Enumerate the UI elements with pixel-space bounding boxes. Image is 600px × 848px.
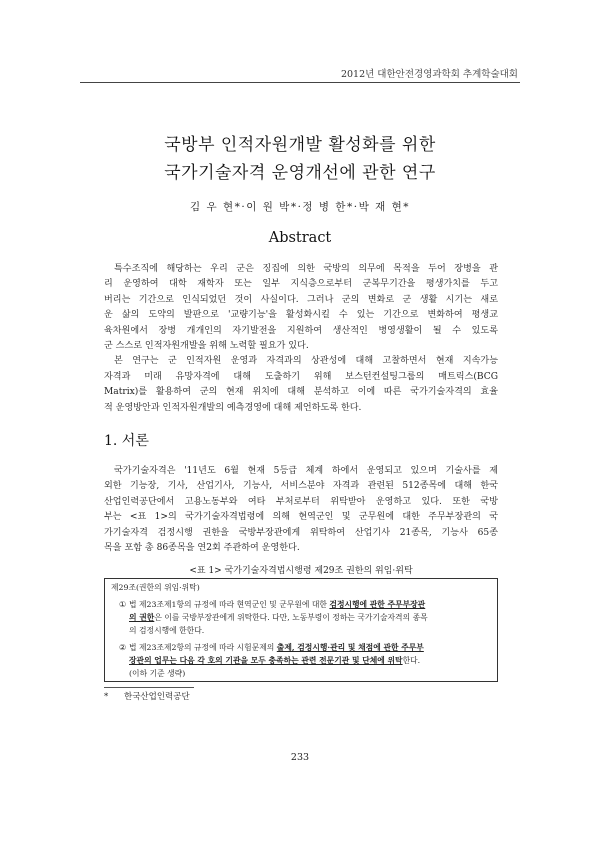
header-rule [80, 82, 520, 83]
law-item-1-line-1 [119, 599, 491, 611]
abstract-heading: Abstract [268, 230, 332, 246]
abstract-p1-line: 운 삶의 도약의 발판으로 '교량기능'을 활성화시킬 수 있는 기간으로 변화하여 평생교 [104, 310, 498, 320]
law-text-emphasis: 장관의 업무는 다음 각 호의 기관을 모두 충족하는 관련 전문기관 및 단체에 위탁 [129, 656, 403, 665]
law-item-1-line-3: 의 검정시행에 한한다. [129, 626, 205, 635]
footnote [104, 690, 190, 702]
abstract-p2-line: Matrix)를 활용하여 군의 현재 위치에 대해 분석하고 이에 따른 국가기술자격의 효율 [104, 387, 498, 397]
law-text-emphasis: 의 권한 [129, 613, 155, 622]
abstract-p1-line: 육차원에서 장병 개개인의 자기발전을 지원하여 생산적인 병영생활이 될 수 있도록 [104, 326, 498, 336]
abstract-p2-line: 본 연구는 군 인적자원 운영과 자격과의 상관성에 대해 고찰하면서 현재 지속가능 [114, 356, 498, 366]
law-text-emphasis: 검정시행에 관한 주무부장관 [329, 600, 426, 609]
paper-title-line-2: 국가기술자격 운영개선에 관한 연구 [164, 163, 436, 183]
table-1-caption: <표 1> 국가기술자격법시행령 제29조 권한의 위임·위탁 [189, 566, 413, 576]
item-number: ① [119, 600, 126, 609]
law-text-plain: 법 제23조제2항의 규정에 따라 시험문제의 [129, 643, 277, 652]
intro-line: 국가기술자격은 '11년도 6월 현재 5등급 체계 하에서 운영되고 있으며 기술사를 제 [114, 466, 498, 476]
footnote-rule [104, 687, 194, 688]
law-text-plain: 은 이를 국방부장관에게 위탁한다. 다만, 노동부령이 정하는 국가기술자격의 종목 [154, 613, 428, 622]
law-text-emphasis: 출제, 검정시행·관리 및 채점에 관한 주무부 [276, 643, 424, 652]
law-excerpt-box [104, 578, 498, 682]
footnote-mark: * [104, 692, 109, 702]
intro-line: 외한 기능장, 기사, 산업기사, 기능사, 서비스분야 자격과 관련된 512종목에 대해 한국 [104, 481, 498, 491]
law-item-2-line-2 [129, 655, 491, 667]
paper-title-line-1: 국방부 인적자원개발 활성화를 위한 [164, 135, 436, 155]
intro-line: 가기술자격 검정시행 권한을 국방부장관에게 위탁하여 산업기사 21종목, 기능사 65종 [104, 528, 498, 538]
law-item-1-line-2 [129, 612, 491, 624]
intro-line: 산업인력공단에서 고용노동부와 여타 부처로부터 위탁받아 운영하고 있다. 또한 국방 [104, 497, 498, 507]
page-number: 233 [290, 752, 310, 763]
intro-line: 부는 <표 1>의 국가기술자격법령에 의해 현역군인 및 군무원에 대한 주무부장관의 국 [104, 512, 498, 522]
abstract-p1-line: 버리는 기간으로 인식되었던 것이 사실이다. 그러나 군의 변화로 군 생활 시기는 새로 [104, 295, 498, 305]
abstract-p2-line: 적 운영방안과 인적자원개발의 예측경영에 대해 제언하도록 한다. [104, 403, 362, 413]
abstract-p1-line: 특수조직에 해당하는 우리 군은 징집에 의한 국방의 의무에 목적을 두어 장병을 관 [114, 264, 498, 274]
law-item-2-line-3: (이하 기준 생략) [129, 669, 186, 678]
law-text-plain: 한다. [402, 656, 421, 665]
article-title: 제29조(권한의 위임·위탁) [111, 583, 200, 592]
footnote-text: 한국산업인력공단 [124, 692, 190, 702]
section-1-heading: 1. 서론 [104, 433, 149, 449]
item-number: ② [119, 643, 126, 652]
intro-line: 목을 포함 총 86종목을 연2회 주관하여 운영한다. [104, 543, 300, 553]
running-header: 2012년 대한안전경영과학회 추계학술대회 [340, 69, 518, 80]
author-list: 김 우 현*·이 원 박*·정 병 한*·박 재 현* [190, 201, 410, 213]
abstract-p1-line: 군 스스로 인적자원개발을 위해 노력할 필요가 있다. [104, 341, 309, 351]
abstract-p1-line: 리 운영하여 대학 재학자 또는 일부 지식층으로부터 군복무기간을 평생가치를 두고 [104, 279, 498, 289]
law-text-plain: 법 제23조제1항의 규정에 따라 현역군인 및 군무원에 대한 [129, 600, 330, 609]
abstract-p2-line: 자격과 미래 유망자격에 대해 도출하기 위해 보스턴컨설팅그룹의 매트릭스(BCG [104, 372, 498, 382]
law-item-2-line-1 [119, 642, 491, 654]
